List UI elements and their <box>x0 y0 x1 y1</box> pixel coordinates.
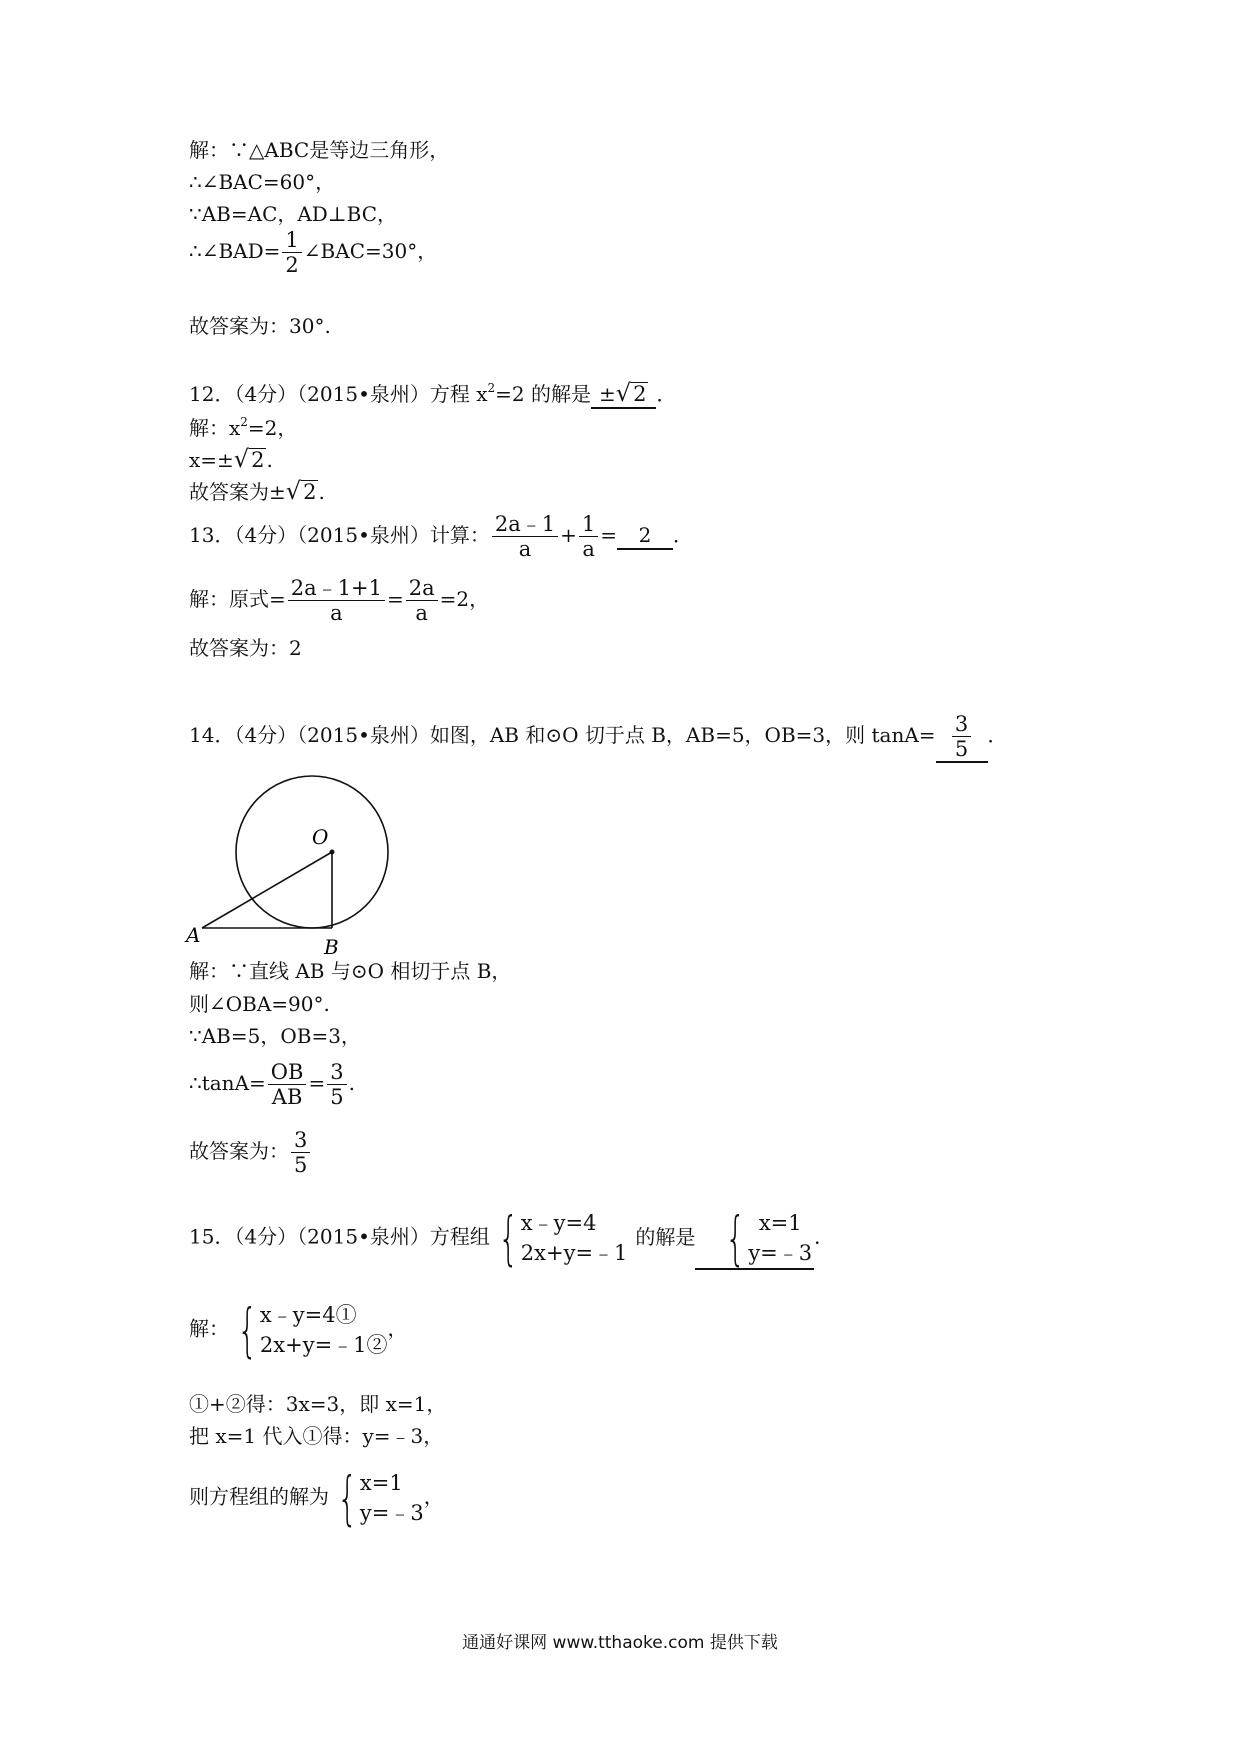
q14-s4-text: ∴tanA= <box>189 1071 266 1095</box>
plus-minus: ± <box>599 382 616 406</box>
equals-sign: = <box>386 587 404 611</box>
radical-sign-icon: √ <box>285 477 302 505</box>
circle-o <box>236 776 388 928</box>
equation-system <box>229 1296 388 1364</box>
tangent-circle-figure <box>180 770 440 960</box>
q12-question <box>189 380 676 409</box>
fraction-denominator: a <box>415 601 428 625</box>
radicand: 2 <box>303 480 317 504</box>
sqrt-expression <box>286 479 319 503</box>
system-equation-1: x﹣y=4 <box>520 1211 597 1235</box>
q14-head: 14．（4分）（2015•泉州）如图，AB 和⊙O 切于点 B，AB=5，OB=3，则 tanA= <box>189 723 936 747</box>
q14-solution-2: 则∠OBA=90°. <box>189 992 330 1016</box>
radical-sign-icon: √ <box>615 379 632 407</box>
q12-solution-3 <box>189 478 325 506</box>
plus-sign: + <box>560 523 577 547</box>
fraction <box>268 1060 307 1109</box>
sqrt-expression <box>616 381 649 405</box>
q15-solution-1 <box>189 1296 408 1364</box>
q13-question <box>189 512 693 561</box>
q11-line-4-prefix: ∴∠BAD= <box>189 239 281 263</box>
fraction-denominator: 5 <box>330 1085 344 1109</box>
left-brace-icon: { <box>725 1204 747 1272</box>
q15-s4-end: ， <box>423 1484 444 1509</box>
equals-sign: = <box>308 1071 326 1095</box>
sqrt-expression <box>234 447 267 471</box>
fraction-denominator: AB <box>271 1085 303 1109</box>
q12-mid: =2 的解是 <box>495 382 591 406</box>
q14-answer <box>189 1128 312 1177</box>
q15-head: 15．（4分）（2015•泉州）方程组 <box>189 1224 490 1249</box>
system-equation-2: 2x+y=﹣1 <box>520 1241 628 1265</box>
system-equation-2: 2x+y=﹣1② <box>259 1333 388 1357</box>
q14-answer-blank <box>936 712 988 763</box>
q14-solution-3: ∵AB=5，OB=3， <box>189 1024 361 1048</box>
fraction <box>327 1060 346 1109</box>
fraction-numerator: 2a <box>406 576 438 601</box>
equals-sign: = <box>600 523 618 547</box>
fraction-denominator: 2 <box>285 253 299 277</box>
q15-solution-4 <box>189 1464 444 1532</box>
fraction <box>291 1128 310 1177</box>
fraction <box>579 512 598 561</box>
q11-line-3: ∵AB=AC，AD⊥BC， <box>189 202 398 226</box>
solution-equation-2: y=﹣3 <box>359 1501 424 1525</box>
equation-system <box>490 1204 628 1272</box>
q15-solution-3: 把 x=1 代入①得：y=﹣3， <box>189 1424 444 1448</box>
q15-end: ． <box>814 1224 835 1249</box>
label-b: B <box>324 935 339 959</box>
fraction-half <box>282 228 301 277</box>
q15-s1-text: 解： <box>189 1316 229 1341</box>
q14-s4-end: . <box>348 1071 355 1095</box>
q12-solution-2 <box>189 446 273 474</box>
q12-s1-exponent: 2 <box>240 415 248 429</box>
q11-line-4 <box>189 228 437 277</box>
q13-solution-1 <box>189 576 489 625</box>
fraction-denominator: 5 <box>954 737 969 761</box>
q13-answer: 故答案为：2 <box>189 636 302 660</box>
radicand: 2 <box>633 382 647 406</box>
q11-line-2: ∴∠BAC=60°， <box>189 170 336 194</box>
q15-question <box>189 1204 835 1272</box>
q14-question <box>189 712 1008 763</box>
answer-equation-1: x=1 <box>758 1211 802 1235</box>
fraction-numerator: 2a﹣1 <box>492 512 558 537</box>
fraction-denominator: a <box>518 537 532 561</box>
q15-mid: 的解是 <box>635 1224 696 1249</box>
q12-s2-end: . <box>266 448 273 472</box>
fraction <box>952 712 971 761</box>
q12-head: 12．（4分）（2015•泉州）方程 x <box>189 382 488 406</box>
q15-s1-rest: ， <box>387 1316 408 1341</box>
label-a: A <box>186 923 201 947</box>
solution-system <box>329 1464 424 1532</box>
fraction <box>492 512 558 561</box>
q12-s1-text: 解：x <box>189 416 241 440</box>
q14-solution-4 <box>189 1060 355 1109</box>
radicand: 2 <box>251 448 265 472</box>
fraction-numerator: 3 <box>952 712 971 737</box>
left-brace-icon: { <box>237 1296 258 1364</box>
q15-solution-2: ①+②得：3x=3，即 x=1， <box>189 1392 447 1416</box>
q11-answer: 故答案为：30°. <box>189 314 331 338</box>
label-o: O <box>312 825 329 849</box>
q15-s4-text: 则方程组的解为 <box>189 1484 329 1509</box>
q13-end: ． <box>673 523 694 547</box>
q12-exponent: 2 <box>487 381 496 395</box>
radical-sign-icon: √ <box>233 445 250 473</box>
answer-equation-2: y=﹣3 <box>748 1241 813 1265</box>
fraction-denominator: a <box>582 537 595 561</box>
q13-s1-rest: =2， <box>439 587 490 611</box>
q14-end: ． <box>987 723 1008 747</box>
fraction-numerator: 3 <box>291 1128 310 1153</box>
fraction-numerator: 1 <box>579 512 598 537</box>
q12-s3-text: 故答案为± <box>189 480 286 504</box>
fraction-numerator: OB <box>268 1060 307 1085</box>
q12-s1-rest: =2， <box>247 416 298 440</box>
answer-system <box>717 1204 813 1272</box>
fraction <box>406 576 438 625</box>
q12-s2-text: x=± <box>189 448 234 472</box>
q14-answer-text: 故答案为： <box>189 1139 289 1163</box>
q11-line-4-suffix: ∠BAC=30°， <box>303 239 438 263</box>
left-brace-icon: { <box>498 1204 519 1272</box>
q11-line-1: 解：∵△ABC是等边三角形， <box>189 138 450 162</box>
q13-head: 13．（4分）（2015•泉州）计算： <box>189 523 490 547</box>
fraction-denominator: a <box>330 601 343 625</box>
page-footer: 通通好课网 www.tthaoke.com 提供下载 <box>462 1633 778 1653</box>
fraction <box>288 576 385 625</box>
fraction-numerator: 2a﹣1+1 <box>288 576 385 601</box>
q12-answer-blank <box>591 381 656 409</box>
left-brace-icon: { <box>337 1464 358 1532</box>
fraction-numerator: 1 <box>282 228 301 253</box>
q13-answer-blank: 2 <box>617 522 673 550</box>
segment-ao <box>202 852 332 928</box>
q12-s3-end: . <box>318 480 325 504</box>
solution-equation-1: x=1 <box>359 1471 403 1495</box>
q13-s1-text: 解：原式= <box>189 587 286 611</box>
system-equation-1: x﹣y=4① <box>259 1303 357 1327</box>
q14-solution-1: 解：∵直线 AB 与⊙O 相切于点 B， <box>189 959 512 983</box>
fraction-numerator: 3 <box>327 1060 346 1085</box>
q12-end: ． <box>656 382 677 406</box>
q15-answer-blank <box>695 1204 814 1272</box>
point-o <box>330 850 335 855</box>
q12-solution-1 <box>189 414 297 442</box>
fraction-denominator: 5 <box>294 1153 308 1177</box>
